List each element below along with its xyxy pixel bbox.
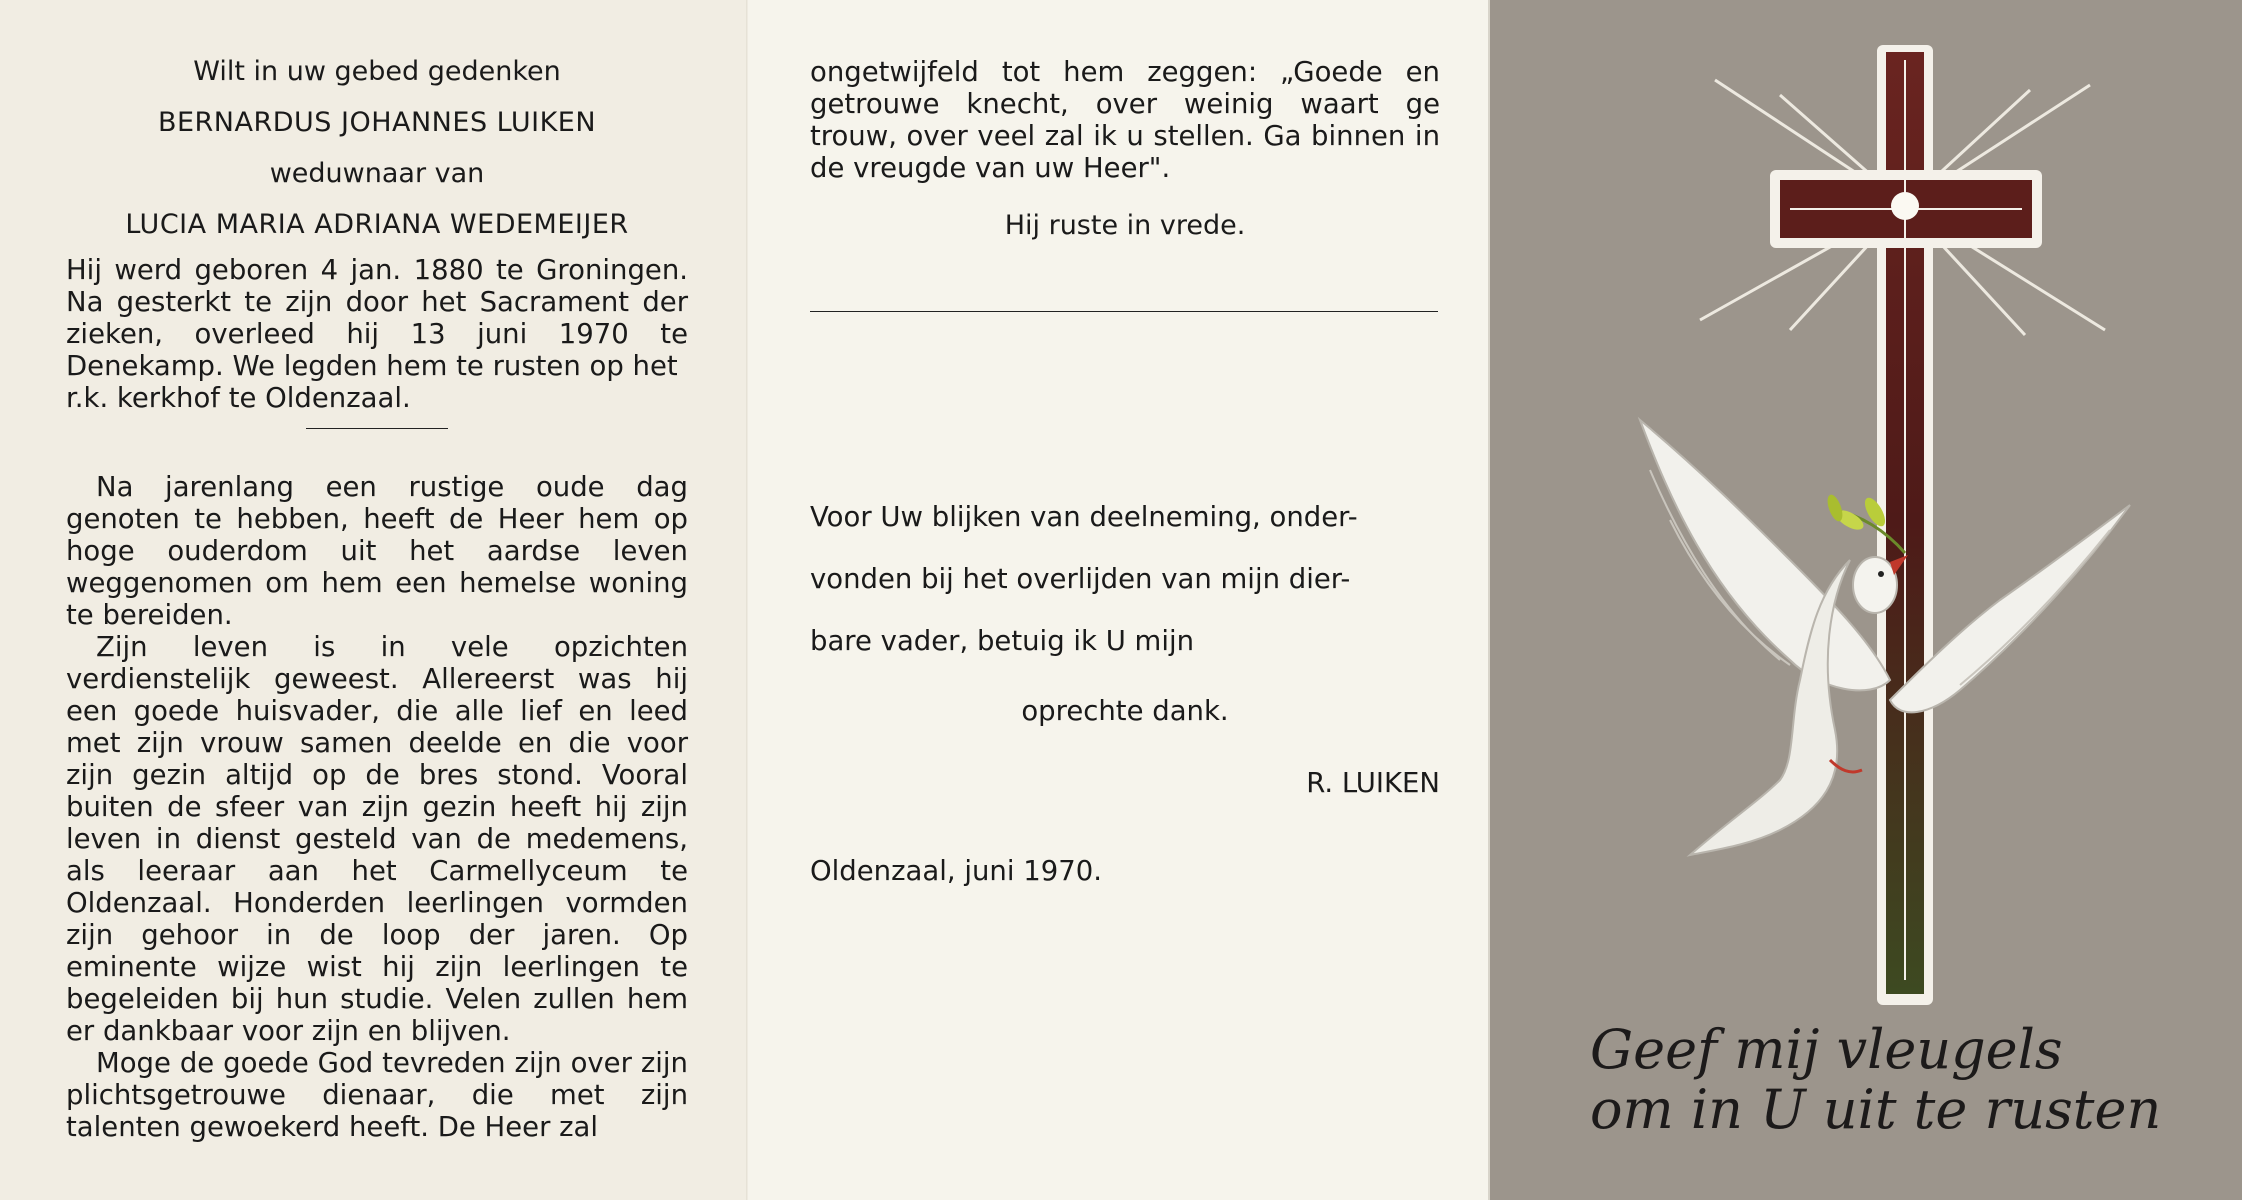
header-line-1: Wilt in uw gebed gedenken: [193, 56, 561, 87]
deceased-name: BERNARDUS JOHANNES LUIKEN: [157, 107, 597, 138]
thanks-line-3: bare vader, betuig ik U mijn: [810, 625, 1195, 657]
place-date: Oldenzaal, juni 1970.: [810, 855, 1102, 887]
quote-text: ongetwijfeld tot hem zeggen: „Goede en getrouwe knecht, over weinig waart ge trouw, over veel zal ik u stellen. Ga binnen in de vreugde van uw Heer".: [810, 56, 1440, 184]
bio-last-line: r.k. kerkhof te Oldenzaal.: [66, 382, 411, 414]
header-line-3: weduwnaar van: [269, 158, 485, 189]
divider: [306, 428, 448, 429]
motto: [1590, 1020, 2230, 1140]
cross-dove-illustration: [1490, 0, 2242, 1010]
paragraph-1: Na jarenlang een rustige oude dag genoten te hebben, heeft de Heer hem op hoge ouderdom uit het aardse leven weggenomen om hem een hemelse woning te bereiden.: [66, 471, 688, 631]
thanks-line-1: Voor Uw blijken van deelneming, onder-: [810, 501, 1358, 533]
rest-in-peace: Hij ruste in vrede.: [1004, 210, 1246, 241]
motto-line-1: Geef mij vleugels: [1590, 1018, 2063, 1081]
middle-panel: [748, 0, 1490, 1200]
signature: R. LUIKEN: [1306, 767, 1440, 799]
light-center: [1891, 192, 1919, 220]
thanks-end: oprechte dank.: [1021, 695, 1229, 727]
bio-text: Hij werd geboren 4 jan. 1880 te Groningen. Na gesterkt te zijn door het Sacrament der zieken, overleed hij 13 juni 1970 te Denekamp. We legden hem te rusten op het: [66, 254, 688, 382]
paragraph-3: Moge de goede God tevreden zijn over zijn plichtsgetrouwe dienaar, die met zijn talenten gewoekerd heeft. De Heer zal: [66, 1047, 688, 1143]
thanks-line-2: vonden bij het overlijden van mijn dier-: [810, 563, 1351, 595]
motto-line-2: om in U uit te rusten: [1590, 1078, 2162, 1141]
spouse-name: LUCIA MARIA ADRIANA WEDEMEIJER: [125, 209, 629, 240]
paragraph-2: Zijn leven is in vele opzichten verdienstelijk geweest. Allereerst was hij een goede huisvader, die alle lief en leed met zijn vrouw samen deelde en die voor zijn gezin altijd op de bres stond. Vooral buiten de sfeer van zijn gezin heeft hij zijn leven in dienst gesteld van de medemens, als leeraar aan het Carmellyceum te Oldenzaal. Honderden leerlingen vormden zijn gehoor in de loop der jaren. Op eminente wijze wist hij zijn leerlingen te begeleiden bij hun studie. Velen zullen hem er dankbaar voor zijn en blijven.: [66, 631, 688, 1047]
left-panel: [0, 0, 748, 1200]
